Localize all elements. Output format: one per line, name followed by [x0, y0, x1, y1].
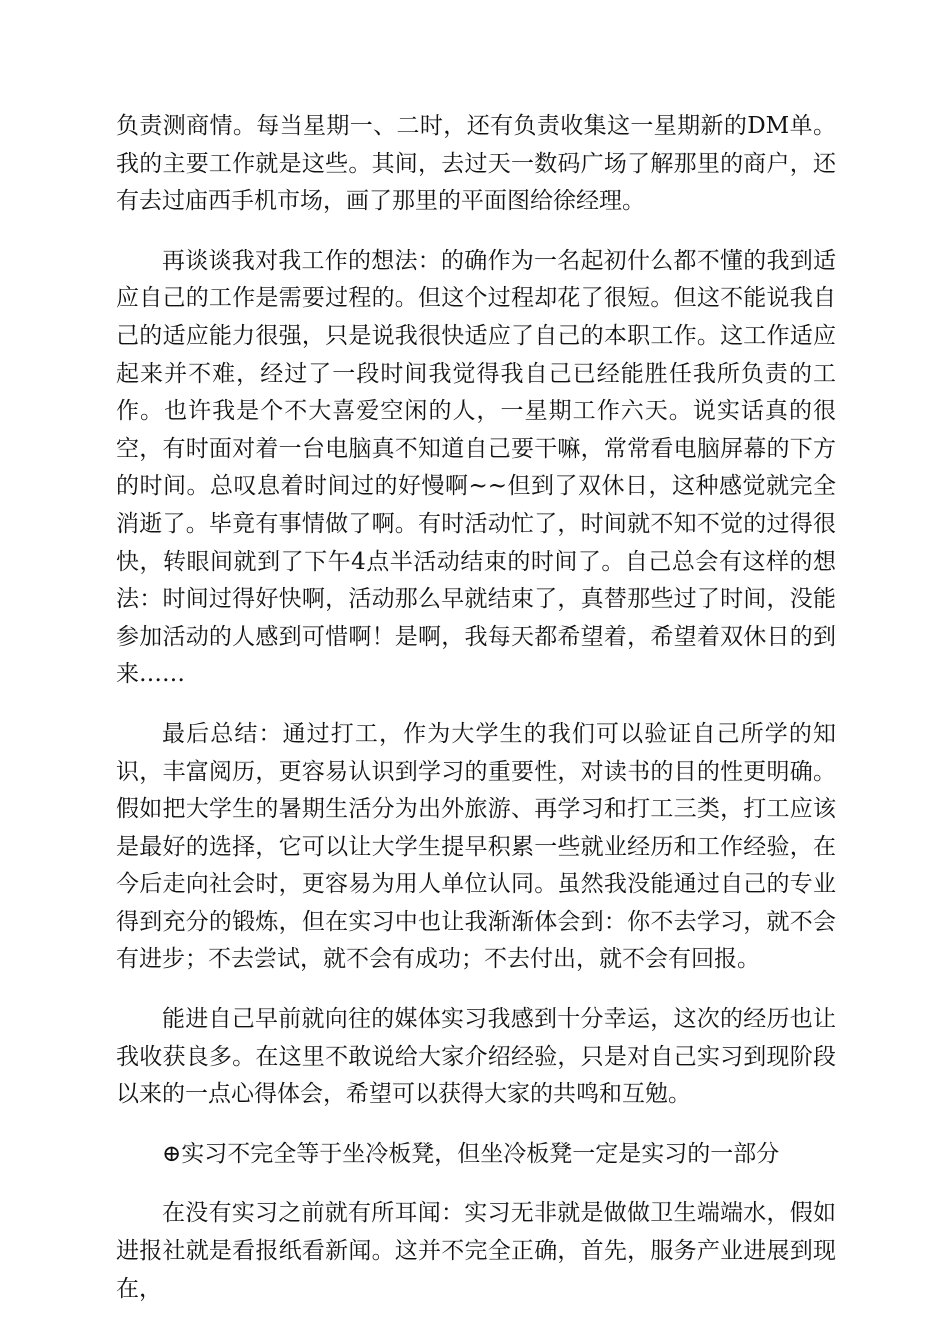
paragraph-duties: 负责测商情。每当星期一、二时，还有负责收集这一星期新的DM单。我的主要工作就是这些。其间，去过天一数码广场了解那里的商户，还有去过庙西手机市场，画了那里的平面图给徐经理。 [116, 113, 836, 215]
document-body [116, 108, 836, 1308]
paragraph-before-internship: 在没有实习之前就有所耳闻：实习无非就是做做卫生端端水，假如进报社就是看报纸看新闻。这并不完全正确，首先，服务产业进展到现在， [116, 1200, 836, 1302]
paragraph-summary: 最后总结：通过打工，作为大学生的我们可以验证自己所学的知识，丰富阅历，更容易认识到学习的重要性，对读书的目的性更明确。假如把大学生的暑期生活分为出外旅游、再学习和打工三类，打工应该是最好的选择，它可以让大学生提早积累一些就业经历和工作经验，在今后走向社会时，更容易为用人单位认同。虽然我没能通过自己的专业得到充分的锻炼，但在实习中也让我渐渐体会到：你不去学习，就不会有进步；不去尝试，就不会有成功；不去付出，就不会有回报。 [116, 720, 836, 973]
section-heading: ⊕实习不完全等于坐冷板凳，但坐冷板凳一定是实习的一部分 [162, 1140, 780, 1167]
paragraph-media-internship: 能进自己早前就向往的媒体实习我感到十分幸运，这次的经历也让我收获良多。在这里不敢说给大家介绍经验，只是对自己实习到现阶段以来的一点心得体会，希望可以获得大家的共鸣和互勉。 [116, 1006, 836, 1108]
paragraph-work-thoughts: 再谈谈我对我工作的想法：的确作为一名起初什么都不懂的我到适应自己的工作是需要过程的。但这个过程却花了很短。但这不能说我自己的适应能力很强，只是说我很快适应了自己的本职工作。这工作适应起来并不难，经过了一段时间我觉得我自己已经能胜任我所负责的工作。也许我是个不大喜爱空闲的人，一星期工作六天。说实话真的很空，有时面对着一台电脑真不知道自己要干嘛，常常看电脑屏幕的下方的时间。总叹息着时间过的好慢啊~~但到了双休日，这种感觉就完全消逝了。毕竟有事情做了啊。有时活动忙了，时间就不知不觉的过得很快，转眼间就到了下午4点半活动结束的时间了。自己总会有这样的想法：时间过得好快啊，活动那么早就结束了，真替那些过了时间，没能参加活动的人感到可惜啊！是啊，我每天都希望着，希望着双休日的到来…… [116, 247, 836, 688]
